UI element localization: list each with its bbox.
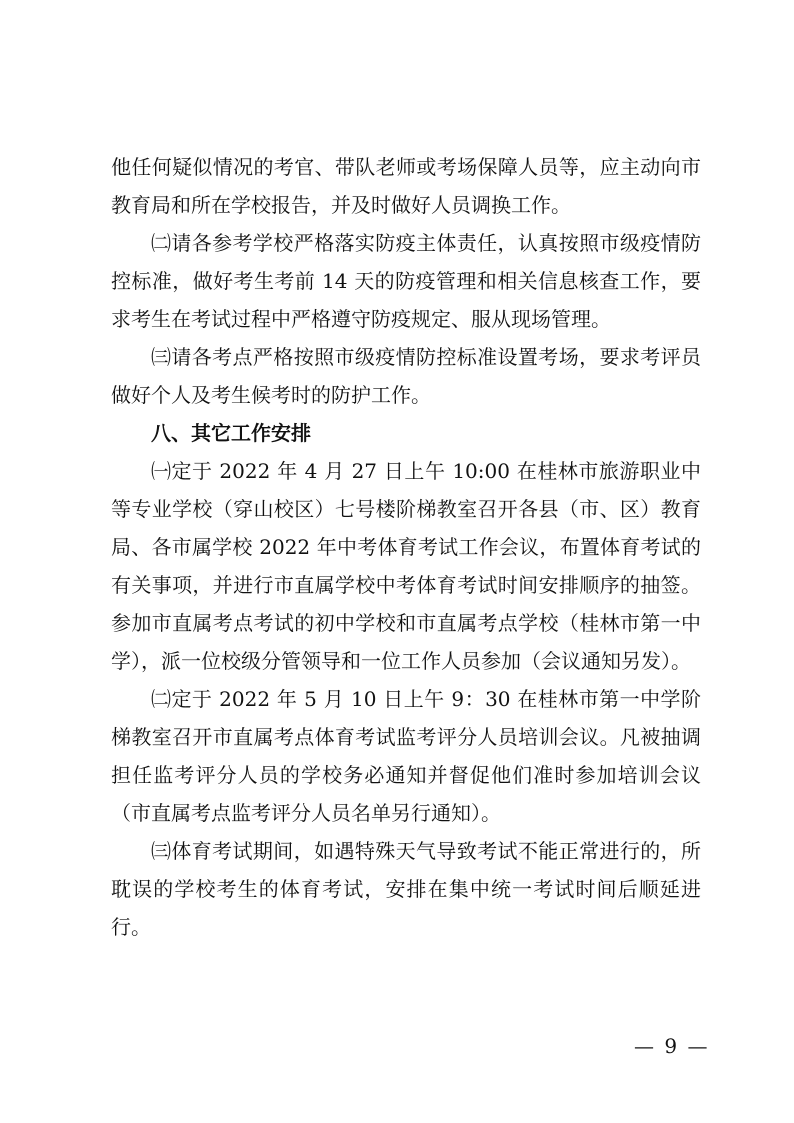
section-paragraph-2: ㈡定于 2022 年 5 月 10 日上午 9：30 在桂林市第一中学阶梯教室召开市直属考点体育考试监考评分人员培训会议。凡被抽调担任监考评分人员的学校务必通知并督促他们准时参加培训会议（市直属考点监考评分人员名单另行通知）。 xyxy=(111,687,701,825)
paragraph-continuation: 他任何疑似情况的考官、带队老师或考场保障人员等，应主动向市教育局和所在学校报告，并及时做好人员调换工作。 xyxy=(111,155,701,217)
section-heading: 八、其它工作安排 xyxy=(151,421,311,445)
document-body xyxy=(111,148,701,946)
paragraph-item-3: ㈢请各考点严格按照市级疫情防控标准设置考场，要求考评员做好个人及考生候考时的防护工作。 xyxy=(111,345,701,407)
paragraph-item-2: ㈡请各参考学校严格落实防疫主体责任，认真按照市级疫情防控标准，做好考生考前 14 天的防疫管理和相关信息核查工作，要求考生在考试过程中严格遵守防疫规定、服从现场管理。 xyxy=(111,231,701,331)
section-paragraph-1: ㈠定于 2022 年 4 月 27 日上午 10:00 在桂林市旅游职业中等专业学校（穿山校区）七号楼阶梯教室召开各县（市、区）教育局、各市属学校 2022 年中考体育考试工作会议，布置体育考试的有关事项，并进行市直属学校中考体育考试时间安排顺序的抽签。参加市直属考点考试的初中学校和市直属考点学校（桂林市第一中学），派一位校级分管领导和一位工作人员参加（会议通知另发）。 xyxy=(111,459,701,673)
section-paragraph-3: ㈢体育考试期间，如遇特殊天气导致考试不能正常进行的，所耽误的学校考生的体育考试，安排在集中统一考试时间后顺延进行。 xyxy=(111,839,701,939)
page-number: — 9 — xyxy=(634,1034,710,1058)
